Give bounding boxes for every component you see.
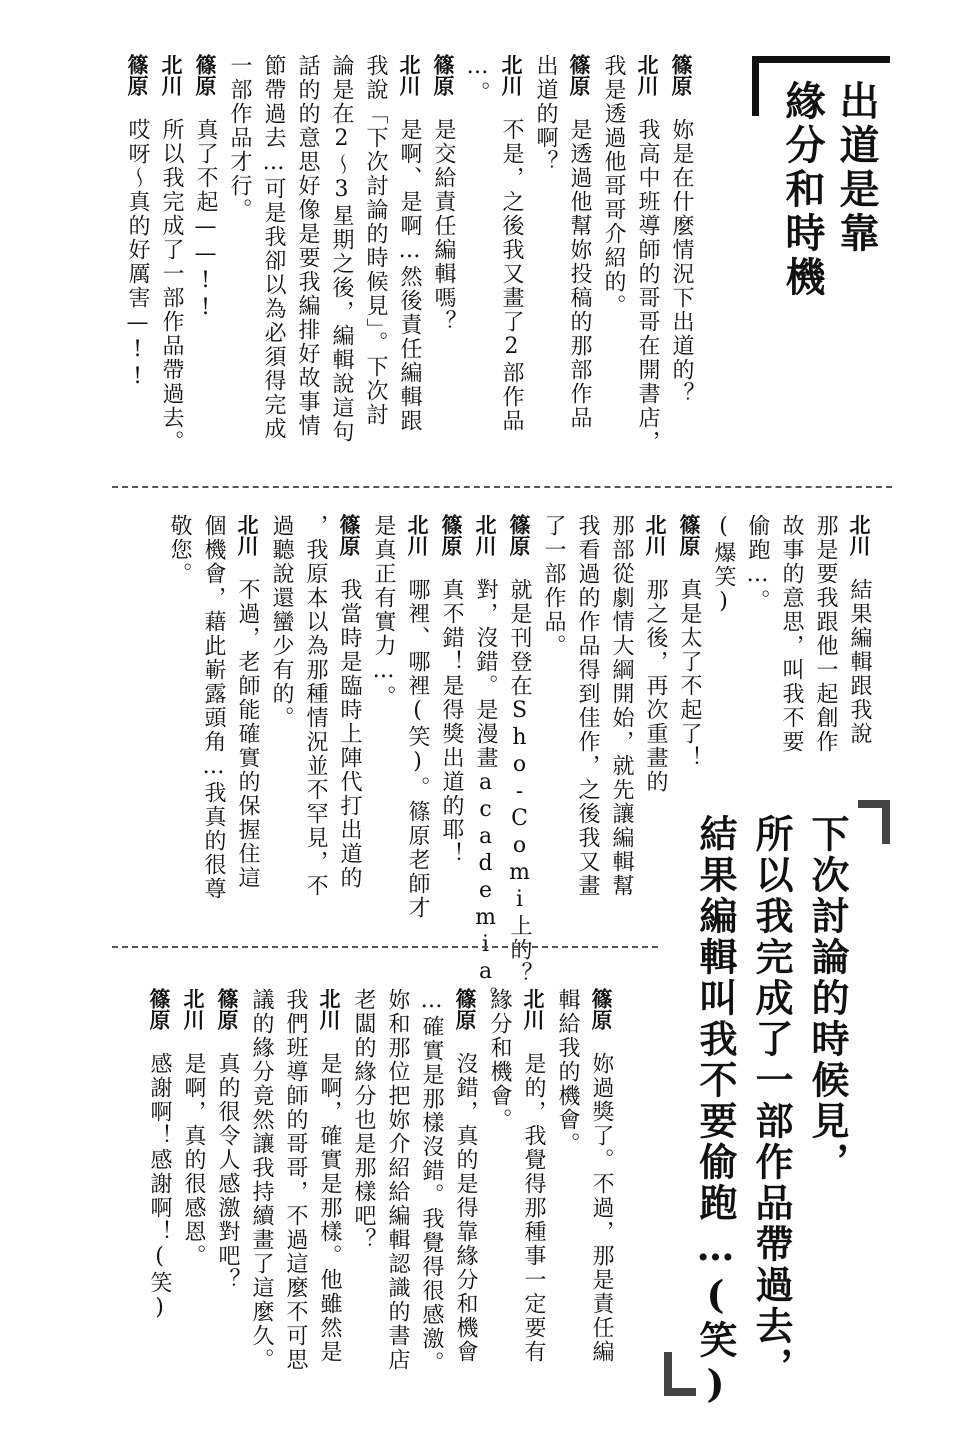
dialog-line: 我看過的作品得到佳作，之後我又畫 (575, 514, 600, 898)
dialog-line: 哪裡、哪裡(笑)。篠原老師才 (405, 578, 430, 920)
speaker-label: 北川 (235, 514, 259, 556)
dialog-line: 是啊，真的很感恩。 (181, 1052, 206, 1268)
pull-quote-line1: 下次討論的時候見， (805, 814, 850, 1183)
speaker-label: 篠原 (567, 54, 591, 96)
dialog-line: 真的很令人感激對吧？ (215, 1052, 240, 1292)
dialog-line: 真了不起——!! (193, 118, 218, 322)
section-title-line1: 出道是靠 (833, 80, 879, 256)
dialog-line: 了一部作品。 (541, 514, 566, 658)
dialog-line: 所以我完成了一部作品帶過去。 (159, 118, 184, 454)
dialog-line: …。 (465, 54, 490, 105)
pull-quote-open-bracket (858, 800, 890, 844)
speaker-label: 北川 (397, 54, 421, 96)
dialog-line: 過聽說還蠻少有的。 (269, 514, 294, 730)
dialog-line: 個機會，藉此嶄露頭角…我真的很尊 (201, 514, 226, 901)
speaker-label: 篠原 (215, 988, 239, 1030)
speaker-label: 北川 (643, 514, 667, 556)
dialog-line: 節帶過去…可是我卻以為必須得完成 (261, 54, 286, 441)
speaker-label: 篠原 (507, 514, 531, 556)
speaker-label: 北川 (635, 54, 659, 96)
speaker-label: 篠原 (669, 54, 693, 96)
speaker-label: 篠原 (147, 988, 171, 1030)
dialog-line: 結果編輯跟我說 (847, 578, 872, 746)
title-side-bar (752, 56, 759, 116)
speaker-label: 篠原 (125, 54, 149, 96)
dialog-line: 那之後，再次重畫的 (643, 578, 668, 794)
divider-bottom (112, 946, 658, 948)
divider-top (112, 486, 892, 488)
dialog-line: 是的，我覺得那種事一定要有 (521, 1052, 546, 1364)
dialog-line: 一部作品才行。 (227, 54, 252, 222)
speaker-label: 篠原 (453, 988, 477, 1030)
dialog-line: 是啊、是啊…然後責任編輯跟 (397, 118, 422, 433)
speaker-label: 北川 (181, 988, 205, 1030)
dialog-line: 我說「下次討論的時候見」。下次討 (363, 54, 388, 427)
dialog-line: 偷跑…。 (745, 514, 770, 613)
dialog-line: 我是透過他哥哥介紹的。 (601, 54, 626, 318)
dialog-line: 議的緣分竟然讓我持續畫了這麼久。 (249, 988, 274, 1372)
speaker-label: 北川 (159, 54, 183, 96)
title-bar (752, 56, 890, 63)
dialog-line: …確實是那樣沒錯。我覺得很感激。 (419, 988, 444, 1375)
dialog-line: 緣分和機會。 (487, 988, 512, 1132)
dialog-line: 老闆的緣分也是那樣吧？ (351, 988, 376, 1252)
pull-quote-line3: 結果編輯叫我不要偷跑…(笑) (693, 814, 738, 1409)
dialog-line: 輯給我的機會。 (555, 988, 580, 1156)
dialog-line: 妳過獎了。不過，那是責任編 (589, 1052, 614, 1364)
dialog-line: 出道的啊？ (533, 54, 558, 174)
dialog-line: 沒錯，真的是得靠緣分和機會 (453, 1052, 478, 1364)
dialog-line: 哎呀～真的好厲害—!! (125, 118, 150, 391)
dialog-line: 對，沒錯。是漫畫academia。 (473, 578, 498, 1010)
dialog-line: 妳和那位把妳介紹給編輯認識的書店 (385, 988, 410, 1372)
dialog-line: 那部從劇情大綱開始，就先讓編輯幫 (609, 514, 634, 898)
speaker-label: 北川 (521, 988, 545, 1030)
dialog-line: 我們班導師的哥哥，不過這麼不可思 (283, 988, 308, 1372)
speaker-label: 北川 (317, 988, 341, 1030)
dialog-line: (爆笑) (711, 514, 736, 616)
pull-quote-line2: 所以我完成了一部作品帶過去， (749, 814, 794, 1388)
dialog-line: 妳是在什麼情況下出道的？ (669, 118, 694, 406)
speaker-label: 篠原 (589, 988, 613, 1030)
speaker-label: 北川 (847, 514, 871, 556)
dialog-line: 我當時是臨時上陣代打出道的 (337, 578, 362, 890)
dialog-line: 感謝啊！感謝啊！(笑) (147, 1052, 172, 1322)
dialog-line: 是透過他幫妳投稿的那部作品 (567, 118, 592, 430)
speaker-label: 北川 (473, 514, 497, 556)
dialog-line: 真不錯！是得獎出道的耶！ (439, 578, 464, 866)
pull-quote-close-bracket (664, 1352, 696, 1396)
speaker-label: 北川 (499, 54, 523, 96)
dialog-line: 不過，老師能確實的保握住這 (235, 578, 260, 890)
dialog-line: 敬您。 (167, 514, 192, 586)
speaker-label: 篠原 (439, 514, 463, 556)
dialog-line: 是真正有實力…。 (371, 514, 396, 709)
dialog-line: 不是，之後我又畫了2部作品 (499, 118, 524, 433)
dialog-line: 論是在2～3星期之後，編輯說這句 (329, 54, 354, 444)
speaker-label: 篠原 (431, 54, 455, 96)
section-title-line2: 緣分和時機 (779, 80, 825, 300)
dialog-line: 話的的意思好像是要我編排好故事情 (295, 54, 320, 438)
dialog-line: 是交給責任編輯嗎？ (431, 118, 456, 334)
speaker-label: 篠原 (193, 54, 217, 96)
dialog-line: 那是要我跟他一起創作 (813, 514, 838, 754)
dialog-line: 故事的意思，叫我不要 (779, 514, 804, 754)
speaker-label: 篠原 (337, 514, 361, 556)
dialog-line: 真是太了不起了！ (677, 578, 702, 770)
dialog-line: 就是刊登在Sho-Comi上的？ (507, 578, 532, 986)
dialog-line: 我高中班導師的哥哥在開書店， (635, 118, 660, 454)
speaker-label: 北川 (405, 514, 429, 556)
speaker-label: 篠原 (677, 514, 701, 556)
dialog-line: ，我原本以為那種情況並不罕見，不 (303, 514, 328, 898)
dialog-line: 是啊，確實是那樣。他雖然是 (317, 1052, 342, 1364)
